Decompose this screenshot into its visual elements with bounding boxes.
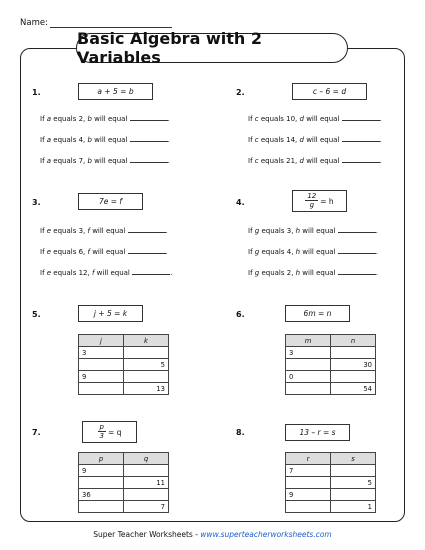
answer-cell[interactable]	[124, 489, 169, 501]
column-header: k	[124, 335, 169, 347]
answer-cell[interactable]	[79, 359, 124, 371]
table-row	[286, 371, 376, 383]
variable: f	[87, 248, 90, 256]
table-cell: 7	[286, 465, 331, 477]
statement-line	[248, 134, 382, 155]
statement-text: equals 4,	[259, 248, 296, 256]
statement-text: equals 7,	[51, 157, 88, 165]
variable: h	[295, 248, 301, 256]
statement-text: will equal	[303, 157, 342, 165]
table-row	[79, 465, 169, 477]
problem-number: 2.	[236, 88, 245, 97]
column-header: q	[124, 453, 169, 465]
statement-text: .	[165, 227, 168, 235]
statement-text: will equal	[303, 115, 342, 123]
answer-cell[interactable]	[331, 371, 376, 383]
input-output-table	[78, 334, 169, 395]
table-header-row	[79, 453, 169, 465]
statement-text: If	[40, 227, 47, 235]
variable: a	[46, 157, 52, 165]
value-table	[78, 452, 169, 513]
answer-blank[interactable]	[130, 113, 168, 121]
statement-text: .	[375, 227, 378, 235]
statement-line	[248, 155, 382, 176]
table-cell: 36	[79, 489, 124, 501]
problem-number: 1.	[32, 88, 41, 97]
table-cell: 7	[124, 501, 169, 513]
statement-text: will equal	[91, 115, 130, 123]
answer-blank[interactable]	[338, 246, 376, 254]
table-cell: 11	[124, 477, 169, 489]
variable: e	[46, 269, 52, 277]
answer-blank[interactable]	[128, 246, 166, 254]
column-header: n	[331, 335, 376, 347]
answer-cell[interactable]	[286, 359, 331, 371]
table-cell: 1	[331, 501, 376, 513]
statement-text: .	[167, 115, 170, 123]
table-cell: 9	[286, 489, 331, 501]
equation-box: 7e = f	[78, 193, 143, 210]
answer-cell[interactable]	[286, 383, 331, 395]
statement-text: equals 3,	[51, 227, 88, 235]
statement-text: .	[379, 115, 382, 123]
variable: e	[46, 248, 52, 256]
variable: g	[254, 227, 260, 235]
statement-line	[40, 155, 170, 176]
answer-blank[interactable]	[338, 225, 376, 233]
footer	[0, 530, 425, 539]
answer-cell[interactable]	[331, 489, 376, 501]
statement-text: If	[40, 115, 47, 123]
statement-line	[40, 134, 170, 155]
statement-text: If	[40, 269, 47, 277]
value-table	[285, 452, 376, 513]
equation-box: a + 5 = b	[78, 83, 153, 100]
statement-text: .	[165, 248, 168, 256]
variable: f	[91, 269, 95, 277]
statement-text: .	[375, 269, 378, 277]
answer-cell[interactable]	[331, 347, 376, 359]
answer-blank[interactable]	[338, 267, 376, 275]
statement-text: .	[379, 136, 382, 144]
column-header: m	[286, 335, 331, 347]
problem-number: 7.	[32, 428, 41, 437]
problem-2-statements	[248, 113, 382, 176]
table-row	[286, 359, 376, 371]
equation-box: c – 6 = d	[292, 83, 367, 100]
table-header-row	[286, 335, 376, 347]
answer-cell[interactable]	[124, 347, 169, 359]
input-output-table	[285, 452, 376, 513]
table-cell: 30	[331, 359, 376, 371]
column-header: s	[331, 453, 376, 465]
column-header: j	[79, 335, 124, 347]
variable: a	[46, 115, 52, 123]
answer-blank[interactable]	[128, 225, 166, 233]
statement-text: equals 10,	[258, 115, 300, 123]
problem-number: 4.	[236, 198, 245, 207]
page-title: Basic Algebra with 2 Variables	[76, 33, 348, 63]
variable: c	[254, 115, 259, 123]
fraction-numerator: 12	[307, 192, 317, 200]
problem-number: 5.	[32, 310, 41, 319]
table-cell: 9	[79, 465, 124, 477]
statement-text: equals 21,	[258, 157, 300, 165]
statement-line	[40, 246, 172, 267]
name-field[interactable]	[20, 18, 172, 28]
table-row	[79, 347, 169, 359]
statement-line	[40, 225, 172, 246]
value-table	[78, 334, 169, 395]
statement-text: equals 14,	[258, 136, 300, 144]
answer-cell[interactable]	[124, 465, 169, 477]
table-row	[79, 501, 169, 513]
name-line[interactable]	[50, 18, 172, 28]
table-row	[286, 489, 376, 501]
statement-text: .	[167, 136, 170, 144]
statement-text: will equal	[89, 248, 128, 256]
table-header-row	[286, 453, 376, 465]
table-cell: 5	[124, 359, 169, 371]
problem-3-statements	[40, 225, 172, 288]
statement-text: equals 3,	[259, 227, 296, 235]
variable: c	[254, 157, 259, 165]
problem-number: 3.	[32, 198, 41, 207]
variable: h	[295, 269, 301, 277]
statement-text: If	[40, 157, 47, 165]
fraction-numerator: p	[99, 423, 104, 431]
statement-text: If	[248, 115, 255, 123]
variable: h	[295, 227, 301, 235]
table-cell: 3	[79, 347, 124, 359]
statement-text: If	[248, 136, 255, 144]
table-cell: 5	[331, 477, 376, 489]
statement-text: .	[170, 269, 173, 277]
statement-text: will equal	[91, 136, 130, 144]
variable: a	[46, 136, 52, 144]
statement-line	[248, 113, 382, 134]
variable: b	[87, 115, 92, 123]
answer-cell[interactable]	[286, 477, 331, 489]
answer-blank[interactable]	[342, 134, 380, 142]
statement-text: .	[379, 157, 382, 165]
statement-line	[40, 267, 172, 288]
answer-blank[interactable]	[342, 155, 380, 163]
equation-box: 6m = n	[285, 305, 350, 322]
statement-text: will equal	[303, 136, 342, 144]
variable: f	[87, 227, 90, 235]
statement-text: will equal	[94, 269, 133, 277]
answer-blank[interactable]	[130, 134, 168, 142]
answer-cell[interactable]	[331, 465, 376, 477]
name-label: Name:	[20, 18, 48, 28]
statement-line	[248, 225, 378, 246]
equation-rest: = h	[320, 196, 334, 206]
statement-text: equals 2,	[51, 115, 88, 123]
statement-text: If	[40, 248, 47, 256]
statement-text: will equal	[300, 269, 338, 277]
equation-box: j + 5 = k	[78, 305, 143, 322]
answer-blank[interactable]	[342, 113, 380, 121]
answer-blank[interactable]	[130, 155, 168, 163]
table-header-row	[79, 335, 169, 347]
answer-cell[interactable]	[286, 501, 331, 513]
table-row	[286, 383, 376, 395]
table-row	[79, 477, 169, 489]
statement-text: will equal	[300, 248, 338, 256]
statement-text: .	[375, 248, 378, 256]
input-output-table	[78, 452, 169, 513]
equation-box-fraction	[292, 190, 347, 212]
answer-cell[interactable]	[79, 501, 124, 513]
statement-text: will equal	[91, 157, 130, 165]
value-table	[285, 334, 376, 395]
answer-cell[interactable]	[124, 371, 169, 383]
statement-text: equals 4,	[51, 136, 88, 144]
table-cell: 9	[79, 371, 124, 383]
answer-blank[interactable]	[132, 267, 173, 277]
statement-text: will equal	[89, 227, 128, 235]
table-cell: 54	[331, 383, 376, 395]
statement-text: If	[40, 136, 47, 144]
statement-line	[248, 267, 378, 288]
problem-number: 6.	[236, 310, 245, 319]
problem-4-statements	[248, 225, 378, 288]
equation-box-fraction	[82, 421, 137, 443]
variable: e	[46, 227, 52, 235]
table-row	[79, 371, 169, 383]
table-row	[79, 359, 169, 371]
variable: c	[254, 136, 259, 144]
table-row	[286, 477, 376, 489]
column-header: r	[286, 453, 331, 465]
variable: b	[87, 136, 92, 144]
statement-text: If	[248, 227, 255, 235]
problem-1-statements	[40, 113, 170, 176]
variable: d	[299, 157, 304, 165]
equation-box: 13 – r = s	[285, 424, 350, 441]
statement-text: will equal	[300, 227, 338, 235]
column-header: p	[79, 453, 124, 465]
variable: b	[87, 157, 92, 165]
table-cell: 13	[124, 383, 169, 395]
statement-line	[40, 113, 170, 134]
statement-text: If	[248, 248, 255, 256]
fraction-denominator: g	[309, 201, 315, 209]
input-output-table	[285, 334, 376, 395]
equation-rest: = q	[108, 427, 122, 437]
answer-cell[interactable]	[79, 477, 124, 489]
problem-number: 8.	[236, 428, 245, 437]
statement-text: equals 6,	[51, 248, 88, 256]
variable: d	[299, 115, 304, 123]
statement-text: equals 2,	[259, 269, 296, 277]
table-row	[286, 501, 376, 513]
variable: g	[254, 248, 260, 256]
table-row	[286, 465, 376, 477]
statement-line	[248, 246, 378, 267]
footer-separator: -	[192, 530, 201, 539]
answer-cell[interactable]	[79, 383, 124, 395]
table-cell: 3	[286, 347, 331, 359]
table-row	[79, 489, 169, 501]
statement-text: .	[167, 157, 170, 165]
variable: d	[299, 136, 304, 144]
table-row	[286, 347, 376, 359]
table-cell: 0	[286, 371, 331, 383]
statement-text: If	[248, 269, 255, 277]
footer-brand: Super Teacher Worksheets	[93, 530, 193, 539]
fraction-denominator: 3	[99, 432, 104, 440]
table-row	[79, 383, 169, 395]
footer-url[interactable]: www.superteacherworksheets.com	[200, 530, 332, 539]
variable: g	[254, 269, 260, 277]
statement-text: equals 12,	[51, 269, 92, 277]
statement-text: If	[248, 157, 255, 165]
